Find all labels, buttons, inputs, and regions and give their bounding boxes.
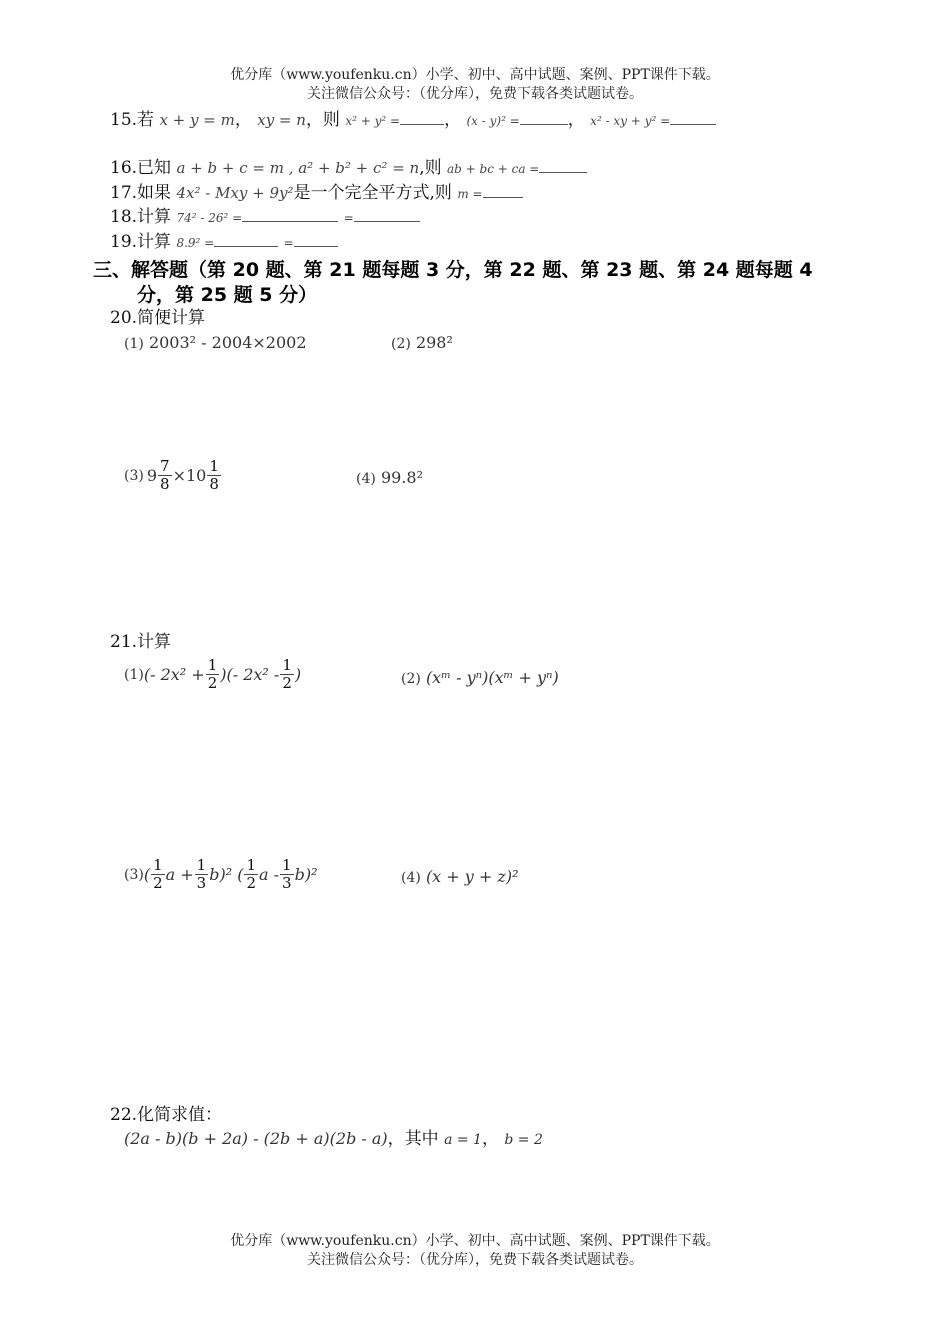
- part-label: (3): [124, 467, 144, 484]
- answer-blank[interactable]: [400, 109, 444, 125]
- part-label: (1): [124, 666, 144, 683]
- section-heading-line2: 分，第 25 题 5 分）: [137, 284, 318, 306]
- question-number: 18.: [110, 207, 138, 227]
- equals-sign: =: [283, 236, 294, 250]
- separator: ，: [481, 1129, 499, 1149]
- part-label: (4): [356, 471, 376, 487]
- question-19: [110, 231, 338, 254]
- question-number: 15.: [110, 110, 138, 130]
- fraction: $\frac{1}{3}$: [282, 856, 292, 892]
- answer-blank[interactable]: [483, 182, 523, 198]
- question-16: [110, 157, 587, 180]
- expression: ab + bc + ca =: [447, 162, 540, 176]
- question-lead: 已知: [137, 158, 172, 178]
- question-lead: 计算: [137, 232, 172, 252]
- part-label: (2): [401, 671, 421, 687]
- condition-a: a = 1: [444, 1132, 482, 1148]
- fraction: $\frac{7}{8}$: [160, 457, 170, 493]
- fraction: $\frac{1}{2}$: [153, 856, 163, 892]
- then-text: ，则: [305, 110, 340, 130]
- question-21-part-4: [401, 867, 518, 886]
- part-expression: 298²: [415, 333, 453, 352]
- question-number: 16.: [110, 158, 138, 178]
- expression: 74² - 26² =: [176, 211, 243, 225]
- question-20-part-1: [124, 333, 307, 352]
- question-21-part-1: (1) (- 2x² + $\frac{1}{2}$ )(- 2x² - $\frac{1}{2}$ ): [124, 656, 302, 692]
- condition-b: b = 2: [504, 1132, 543, 1148]
- question-21-title: 21.计算: [110, 632, 172, 652]
- question-21-part-3: (3) ( $\frac{1}{2}$ a + $\frac{1}{3}$ b)² ( $\frac{1}{2}$ a - $\frac{1}{3}$ b)²: [124, 856, 318, 892]
- times-operator: ×10: [172, 466, 207, 485]
- answer-blank[interactable]: [354, 206, 420, 222]
- question-15: 15.若 x + y = m， xy = n，则 x² + y² = ， (x - y)² = ， x² - xy + y² =: [110, 109, 716, 132]
- part-expression: 99.8²: [380, 468, 423, 487]
- where-text: ，其中: [387, 1129, 439, 1149]
- fraction: $\frac{1}{2}$: [282, 656, 292, 692]
- question-20-title: 20.简便计算: [110, 308, 206, 328]
- part-expression: (xᵐ - yⁿ)(xᵐ + yⁿ): [425, 668, 559, 687]
- page-header-line1: 优分库（www.youfenku.cn）小学、初中、高中试题、案例、PPT课件下载。: [230, 67, 720, 83]
- question-20-part-4: [356, 468, 423, 487]
- page-footer-line2: 关注微信公众号：（优分库），免费下载各类试题试卷。: [307, 1252, 643, 1268]
- part-label: (4): [401, 870, 421, 886]
- middle-text: 是一个完全平方式,则: [293, 183, 452, 203]
- part-label: (3): [124, 866, 144, 883]
- expression-2: (x - y)² =: [466, 114, 520, 128]
- question-18: [110, 206, 420, 229]
- answer-blank[interactable]: [214, 231, 278, 247]
- answer-blank[interactable]: [670, 109, 716, 125]
- answer-blank[interactable]: [520, 109, 568, 125]
- part-label: (1): [124, 336, 144, 352]
- fraction: $\frac{1}{2}$: [246, 856, 256, 892]
- expression: 8.9² =: [176, 236, 215, 250]
- question-20-part-3: [124, 458, 222, 493]
- part-expression: 2003² - 2004×2002: [148, 333, 307, 352]
- condition: a + b + c = m , a² + b² + c² = n: [176, 159, 420, 177]
- page-header-line2: 关注微信公众号：（优分库），免费下载各类试题试卷。: [307, 86, 643, 102]
- then-text: ,则: [419, 158, 442, 178]
- question-number: 17.: [110, 183, 138, 203]
- page-footer-line1: 优分库（www.youfenku.cn）小学、初中、高中试题、案例、PPT课件下载。: [230, 1233, 720, 1249]
- condition-1: x + y = m: [159, 111, 235, 129]
- question-22-expression: [124, 1128, 543, 1151]
- ask-expression: m =: [457, 187, 483, 201]
- question-22-title: 22.化简求值：: [110, 1105, 223, 1125]
- question-21-part-2: [401, 668, 559, 687]
- answer-blank[interactable]: [242, 206, 338, 222]
- expression-3: x² - xy + y² =: [590, 114, 671, 128]
- part-expression: (x + y + z)²: [425, 867, 519, 886]
- question-lead: 若: [137, 110, 155, 130]
- question-lead: 计算: [137, 207, 172, 227]
- part-label: (2): [391, 336, 411, 352]
- expression: 4x² - Mxy + 9y²: [176, 184, 294, 202]
- fraction: $\frac{1}{3}$: [196, 856, 207, 892]
- question-20-part-2: [391, 333, 453, 352]
- question-number: 19.: [110, 232, 138, 252]
- separator: ，: [234, 110, 252, 130]
- question-17: [110, 182, 523, 205]
- answer-blank[interactable]: [294, 231, 338, 247]
- mixed-number-whole: 9: [146, 466, 158, 485]
- equals-sign: =: [343, 211, 354, 225]
- fraction: $\frac{1}{8}$: [209, 457, 219, 493]
- answer-blank[interactable]: [539, 157, 587, 173]
- section-heading-line1: 三、解答题（第 20 题、第 21 题每题 3 分，第 22 题、第 23 题、第 24 题每题 4: [93, 259, 813, 281]
- simplify-expression: (2a - b)(b + 2a) - (2b + a)(2b - a): [124, 1129, 388, 1148]
- condition-2: xy = n: [257, 111, 306, 129]
- fraction: $\frac{1}{2}$: [207, 656, 218, 692]
- expression-1: x² + y² =: [345, 114, 401, 128]
- question-lead: 如果: [137, 183, 172, 203]
